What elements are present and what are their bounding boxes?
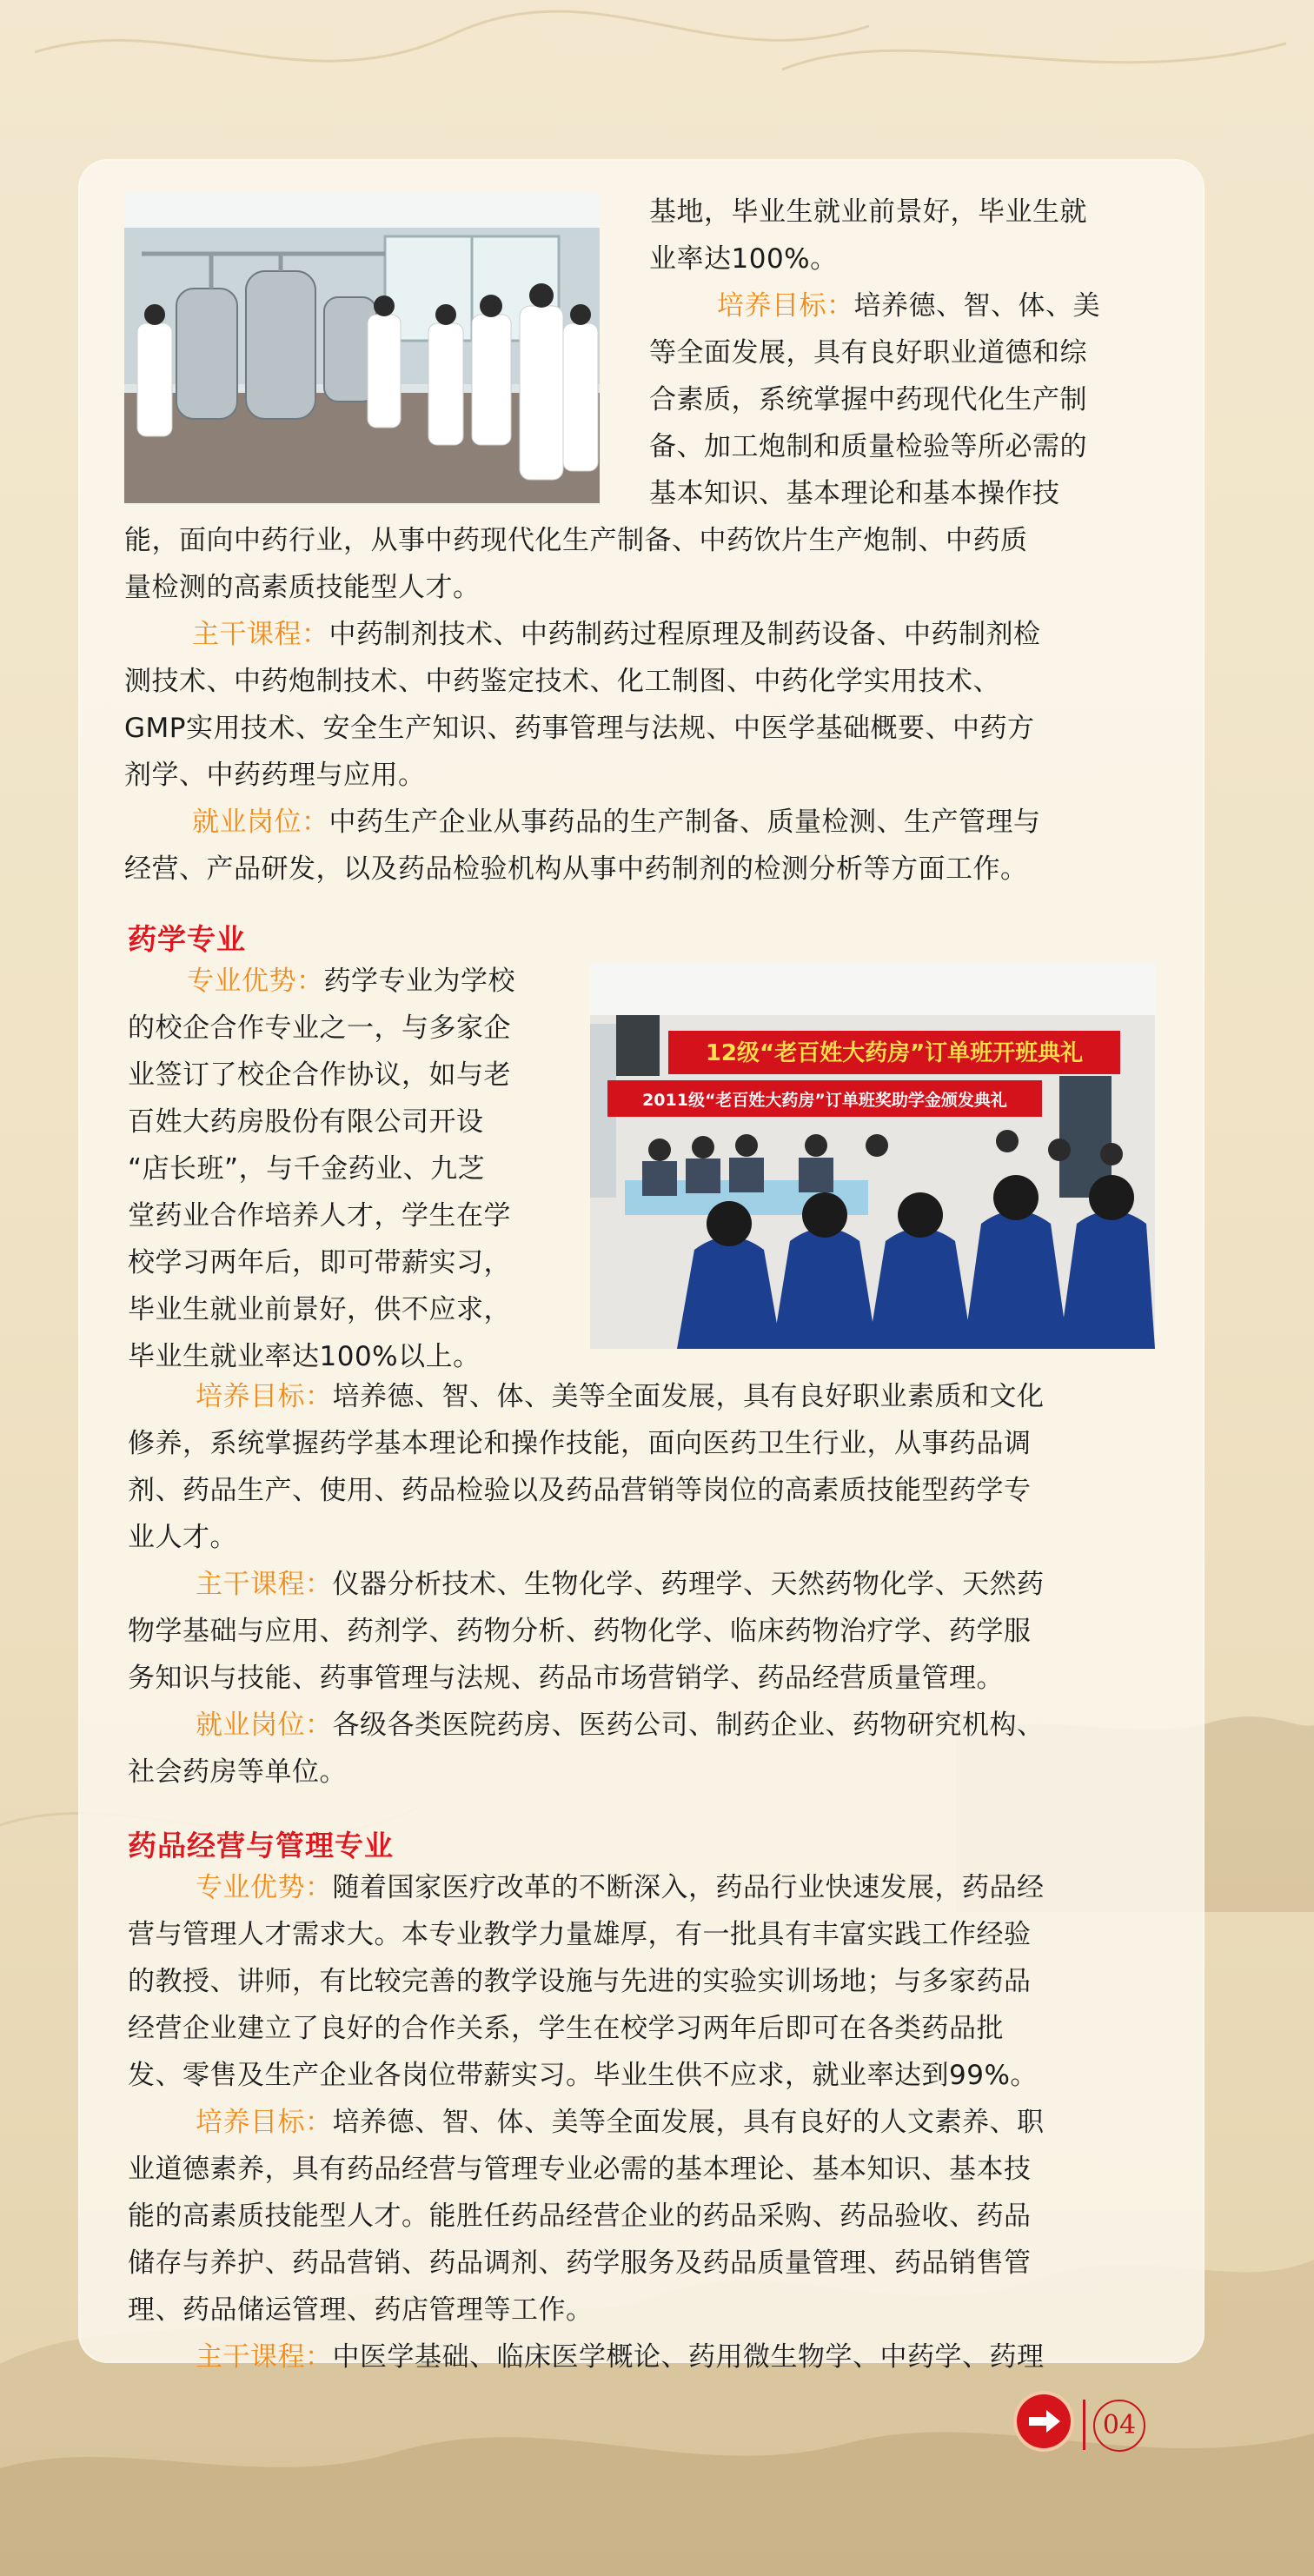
text-line: 能，面向中药行业，从事中药现代化生产制备、中药饮片生产炮制、中药质 — [124, 525, 1028, 556]
section1-top-right — [649, 189, 1151, 517]
text-line: 备、加工炮制和质量检验等所必需的 — [649, 431, 1087, 462]
text-line: 社会药房等单位。 — [128, 1756, 347, 1788]
text-line: 储存与养护、药品营销、药品调剂、药学服务及药品质量管理、药品销售管 — [128, 2247, 1032, 2279]
photo-ceremony — [590, 963, 1155, 1349]
text-line: “店长班”，与千金药业、九芝 — [128, 1153, 486, 1185]
text-line: 毕业生就业率达100%以上。 — [128, 1341, 481, 1372]
text-line: 发、零售及生产企业各岗位带薪实习。毕业生供不应求，就业率达到99%。 — [128, 2060, 1038, 2091]
text-line: 测技术、中药炮制技术、中药鉴定技术、化工制图、中药化学实用技术、 — [124, 666, 1000, 697]
section3-heading: 药品经营与管理专业 — [128, 1829, 394, 1862]
text-line: 中医学基础、临床医学概论、药用微生物学、中药学、药理 — [332, 2341, 1045, 2373]
goal-label: 培养目标： — [717, 290, 854, 322]
text-line: 的教授、讲师，有比较完善的教学设施与先进的实验实训场地；与多家药品 — [128, 1966, 1032, 1997]
text-line: 培养德、智、体、美等全面发展，具有良好的人文素养、职 — [332, 2107, 1045, 2138]
adv-paragraph-start — [128, 1864, 1158, 1911]
text-line: 务知识与技能、药事管理与法规、药品市场营销学、药品经营质量管理。 — [128, 1663, 1004, 1694]
text-line: 量检测的高素质技能型人才。 — [124, 572, 481, 603]
text-line: 堂药业合作培养人才，学生在学 — [128, 1200, 511, 1232]
text-line: 中药制剂技术、中药制药过程原理及制药设备、中药制剂检 — [328, 619, 1041, 650]
goal-paragraph-start — [649, 282, 1151, 329]
text-line: 物学基础与应用、药剂学、药物分析、药物化学、临床药物治疗学、药学服 — [128, 1616, 1032, 1647]
text-line: 的校企合作专业之一，与多家企 — [128, 1012, 511, 1044]
goal-paragraph-start — [128, 1373, 1158, 1420]
goal-paragraph-start — [128, 2099, 1158, 2146]
text-line: 剂学、中药药理与应用。 — [124, 760, 426, 791]
next-page-button[interactable] — [1017, 2394, 1071, 2448]
text-line: 营与管理人才需求大。本专业教学力量雄厚，有一批具有丰富实践工作经验 — [128, 1919, 1032, 1950]
text-line: 业率达100%。 — [649, 243, 838, 275]
page-number: 04 — [1093, 2400, 1145, 2452]
course-paragraph-start — [128, 2334, 1158, 2380]
divider — [1083, 2400, 1085, 2450]
job-paragraph-start — [124, 799, 1158, 846]
job-label: 就业岗位： — [192, 807, 329, 838]
course-paragraph-start — [124, 611, 1158, 658]
text-line: 剂、药品生产、使用、药品检验以及药品营销等岗位的高素质技能型药学专 — [128, 1475, 1032, 1506]
text-line: 合素质，系统掌握中药现代化生产制 — [649, 384, 1087, 415]
section2-advantage-left — [128, 958, 573, 1380]
adv-paragraph-start — [128, 958, 573, 1005]
text-line: 校学习两年后，即可带薪实习， — [128, 1247, 511, 1278]
text-line: GMP实用技术、安全生产知识、药事管理与法规、中医学基础概要、中药方 — [124, 713, 1035, 744]
banner-text-2: 2011级“老百姓大药房”订单班奖助学金颁发典礼 — [642, 1091, 1007, 1110]
course-label: 主干课程： — [196, 2341, 333, 2373]
text-line: 等全面发展，具有良好职业道德和综 — [649, 337, 1087, 368]
photo-production-lab — [124, 193, 600, 503]
text-line: 毕业生就业前景好，供不应求， — [128, 1294, 511, 1325]
goal-label: 培养目标： — [196, 1381, 333, 1412]
text-line: 修养，系统掌握药学基本理论和操作技能，面向医药卫生行业，从事药品调 — [128, 1428, 1032, 1459]
course-label: 主干课程： — [192, 619, 329, 650]
text-line: 经营企业建立了良好的合作关系，学生在校学习两年后即可在各类药品批 — [128, 2013, 1004, 2044]
text-line: 业道德素养，具有药品经营与管理专业必需的基本理论、基本知识、基本技 — [128, 2154, 1032, 2185]
arrow-right-icon — [1017, 2394, 1071, 2448]
job-label: 就业岗位： — [196, 1710, 333, 1741]
text-line: 百姓大药房股份有限公司开设 — [128, 1106, 484, 1138]
section2-heading: 药学专业 — [128, 922, 246, 956]
section1-body — [124, 517, 1158, 893]
text-line: 能的高素质技能型人才。能胜任药品经营企业的药品采购、药品验收、药品 — [128, 2201, 1032, 2232]
text-line: 随着国家医疗改革的不断深入，药品行业快速发展，药品经 — [332, 1872, 1045, 1903]
section2-body — [128, 1373, 1158, 1796]
adv-label: 专业优势： — [187, 966, 324, 997]
text-line: 中药生产企业从事药品的生产制备、质量检测、生产管理与 — [328, 807, 1041, 838]
section3-body — [128, 1864, 1158, 2380]
course-label: 主干课程： — [196, 1569, 333, 1600]
text-line: 经营、产品研发，以及药品检验机构从事中药制剂的检测分析等方面工作。 — [124, 853, 1028, 885]
text-line: 理、药品储运管理、药店管理等工作。 — [128, 2294, 594, 2326]
text-line: 药学专业为学校 — [323, 966, 515, 997]
text-line: 业签订了校企合作协议，如与老 — [128, 1059, 511, 1091]
job-paragraph-start — [128, 1702, 1158, 1749]
text-line: 业人才。 — [128, 1522, 237, 1553]
text-line: 培养德、智、体、美 — [853, 290, 1100, 322]
text-line: 培养德、智、体、美等全面发展，具有良好职业素质和文化 — [332, 1381, 1045, 1412]
goal-label: 培养目标： — [196, 2107, 333, 2138]
banner-text-1: 12级“老百姓大药房”订单班开班典礼 — [705, 1040, 1084, 1066]
page-navigation — [1017, 2394, 1147, 2455]
adv-label: 专业优势： — [196, 1872, 333, 1903]
text-line: 基地，毕业生就业前景好，毕业生就 — [649, 196, 1087, 228]
text-line: 仪器分析技术、生物化学、药理学、天然药物化学、天然药 — [332, 1569, 1045, 1600]
text-line: 基本知识、基本理论和基本操作技 — [649, 478, 1060, 509]
text-line: 各级各类医院药房、医药公司、制药企业、药物研究机构、 — [332, 1710, 1045, 1741]
course-paragraph-start — [128, 1561, 1158, 1608]
